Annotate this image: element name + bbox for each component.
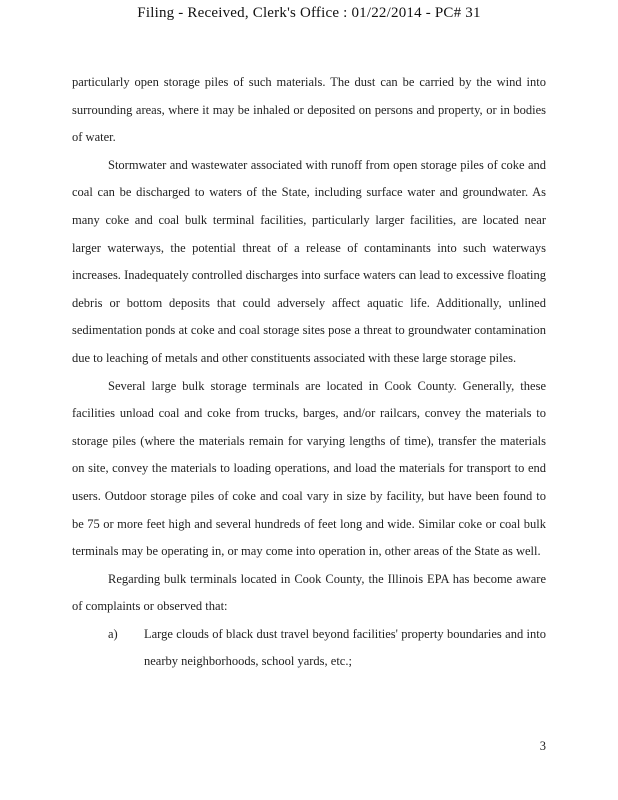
list-item-text: Large clouds of black dust travel beyond facilities' property boundaries and into nearby neighborhoods, school yards, etc.;: [144, 626, 546, 669]
list-marker: a): [108, 626, 118, 641]
paragraph-complaints-intro: Regarding bulk terminals located in Cook County, the Illinois EPA has become aware of complaints or observed that:: [72, 571, 546, 614]
paragraph-continued: particularly open storage piles of such materials. The dust can be carried by the wind into surrounding areas, where it may be inhaled or deposited on persons and property, or in bodies of water.: [72, 75, 546, 145]
document-body: [72, 69, 546, 676]
list-item: [72, 621, 546, 676]
page-number: 3: [539, 739, 546, 753]
paragraph-bulk-terminals: Several large bulk storage terminals are located in Cook County. Generally, these facilities unload coal and coke from trucks, barges, and/or railcars, convey the materials to storage piles (where the materials remain for varying lengths of time), transfer the materials on site, convey the materials to loading operations, and load the materials for transport to end users. Outdoor storage piles of coke and coal vary in size by facility, but have been found to be 75 or more feet high and several hundreds of feet long and wide. Similar coke or coal bulk terminals may be operating in, or may come into operation in, other areas of the State as well.: [72, 378, 546, 559]
filing-stamp-header: Filing - Received, Clerk's Office : 01/22/2014 - PC# 31: [137, 5, 481, 21]
paragraph-stormwater: Stormwater and wastewater associated with runoff from open storage piles of coke and coal can be discharged to waters of the State, including surface water and groundwater. As many coke and coal bulk terminal facilities, particularly larger facilities, are located near larger waterways, the potential threat of a release of contaminants into such waterways increases. Inadequately controlled discharges into surface waters can lead to excessive floating debris or bottom deposits that could adversely affect aquatic life. Additionally, unlined sedimentation ponds at coke and coal storage sites pose a threat to groundwater contamination due to leaching of metals and other constituents associated with these large storage piles.: [72, 157, 546, 365]
